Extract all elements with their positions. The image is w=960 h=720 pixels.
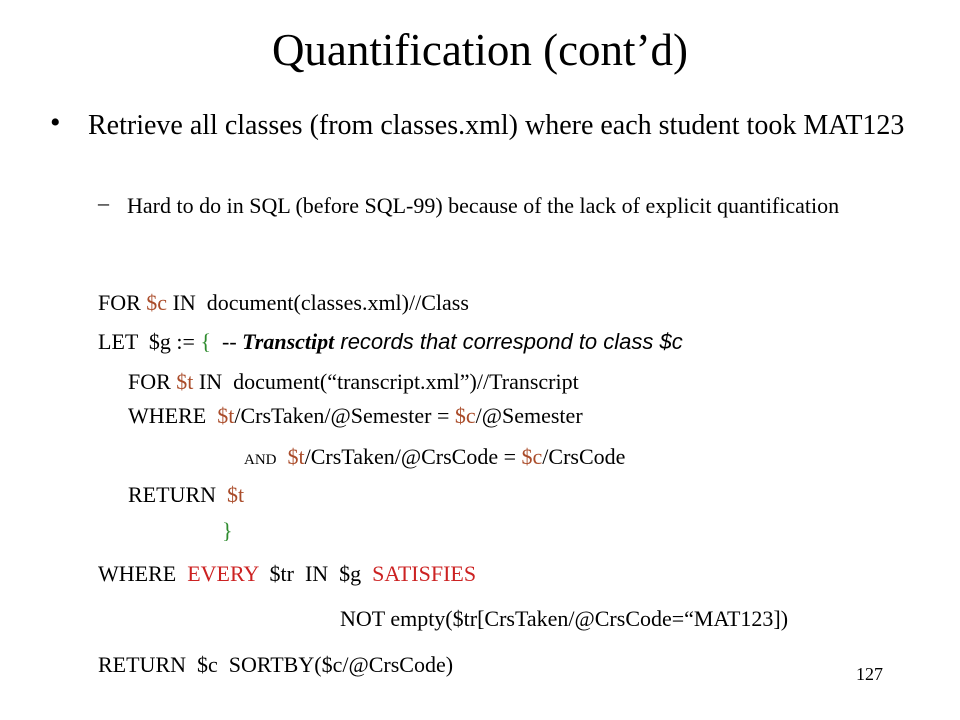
code-line-4 [128,402,583,430]
code-text: NOT empty($tr[CrsTaken/@CrsCode=“MAT123]) [340,606,789,631]
code-line-3 [128,368,579,396]
code-variable: $t [287,444,305,469]
code-variable: $t [217,403,235,428]
code-satisfies-keyword: SATISFIES [372,561,477,586]
code-comment-transcript: Transctipt [242,329,335,354]
code-variable: $t [176,369,194,394]
code-line-2 [98,328,683,356]
code-text: WHERE [128,403,218,428]
code-text: FOR [98,290,147,315]
code-text: LET $g := [98,329,201,354]
code-variable: $c [146,290,168,315]
code-line-7 [222,517,233,545]
code-line-5 [244,443,625,474]
sub-bullet-marker: – [98,190,109,215]
code-variable: $t [227,482,245,507]
code-line-8 [98,560,476,588]
code-text: IN document(classes.xml)//Class [167,290,469,315]
code-variable: $c [454,403,476,428]
code-line-1 [98,289,469,317]
code-text: /CrsTaken/@Semester = [234,403,455,428]
code-every-keyword: EVERY [187,561,259,586]
code-close-brace: } [222,518,233,543]
code-text: /CrsTaken/@CrsCode = [304,444,522,469]
code-variable: $c [521,444,543,469]
slide-title: Quantification (cont’d) [271,25,689,75]
code-open-brace: { [200,329,211,354]
code-text: /@Semester [475,403,583,428]
code-line-10 [98,651,453,679]
code-and-keyword: AND [244,452,277,468]
code-text: FOR [128,369,177,394]
code-text: -- [211,329,243,354]
code-text: RETURN [128,482,227,507]
sub-bullet-text: Hard to do in SQL (before SQL-99) because of the lack of explicit quantification [127,193,840,218]
code-text: $tr IN $g [258,561,373,586]
code-text: IN document(“transcript.xml”)//Transcript [193,369,579,394]
code-text: RETURN $c SORTBY($c/@CrsCode) [98,652,454,677]
code-text: WHERE [98,561,188,586]
code-line-6 [128,481,244,509]
code-line-9 [340,605,788,633]
page-number: 127 [856,664,883,684]
bullet-marker: • [50,106,61,139]
code-text: /CrsCode [542,444,626,469]
bullet-text: Retrieve all classes (from classes.xml) where each student took MAT123 [88,110,905,141]
code-comment: records that correspond to class $c [334,329,683,354]
